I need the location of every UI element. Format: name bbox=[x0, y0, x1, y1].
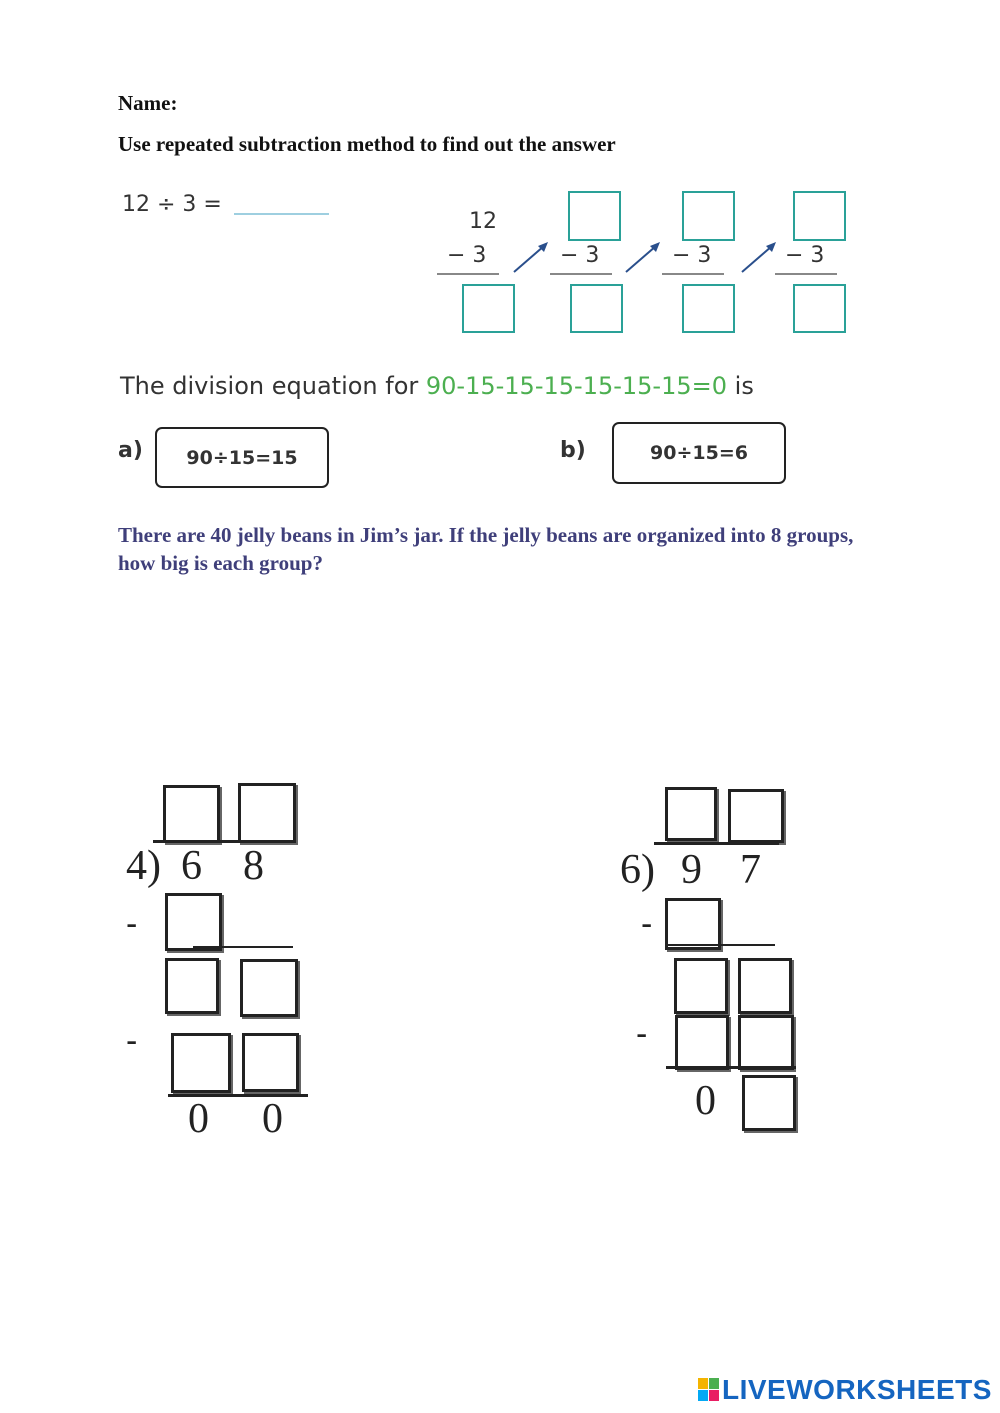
ld1-minus-2: - bbox=[126, 1022, 138, 1060]
ld2-quotient-box-1[interactable] bbox=[665, 787, 717, 841]
ld2-dividend-digit-1: 9 bbox=[681, 847, 702, 893]
ld1-subtract-box-1[interactable] bbox=[165, 893, 222, 951]
ld1-subtract-line-1 bbox=[193, 946, 293, 948]
ld2-subtract-line-1 bbox=[665, 944, 775, 946]
underline-1 bbox=[437, 273, 499, 275]
arrow-icon-2 bbox=[622, 240, 664, 276]
underline-4 bbox=[775, 273, 837, 275]
answer-box-bottom-3[interactable] bbox=[682, 284, 735, 333]
ld2-minus-2: - bbox=[636, 1015, 648, 1053]
ld1-division-bar bbox=[153, 840, 295, 843]
ld1-subtract-box-2[interactable] bbox=[171, 1033, 231, 1093]
question-suffix: is bbox=[727, 372, 754, 400]
ld2-quotient-box-2[interactable] bbox=[728, 789, 784, 843]
option-a-label: a) bbox=[118, 438, 143, 463]
liveworksheets-logo-text[interactable]: LIVEWORKSHEETS bbox=[722, 1374, 992, 1405]
ld2-divisor: 6) bbox=[620, 847, 655, 893]
ld1-dividend-digit-1: 6 bbox=[181, 843, 202, 889]
answer-box-top-3[interactable] bbox=[793, 191, 846, 241]
arrow-icon-1 bbox=[510, 240, 552, 276]
minus-three-3: − 3 bbox=[672, 243, 712, 268]
division-equation-question bbox=[120, 372, 754, 400]
start-value: 12 bbox=[469, 209, 497, 234]
name-label: Name: bbox=[118, 91, 178, 115]
ld2-subtract-box-1[interactable] bbox=[665, 898, 721, 950]
ld1-remainder-digit-1: 0 bbox=[188, 1096, 209, 1142]
ld1-subtract-box-3[interactable] bbox=[242, 1033, 299, 1092]
ld1-diff-box-2[interactable] bbox=[240, 959, 298, 1017]
equation-12-div-3: 12 ÷ 3 = bbox=[122, 192, 222, 217]
ld1-dividend-digit-2: 8 bbox=[243, 843, 264, 889]
minus-three-1: − 3 bbox=[447, 243, 487, 268]
ld1-minus-1: - bbox=[126, 905, 138, 943]
ld2-remainder-digit-1: 0 bbox=[695, 1078, 716, 1124]
option-b-button[interactable]: 90÷15=6 bbox=[612, 422, 786, 484]
answer-box-bottom-2[interactable] bbox=[570, 284, 623, 333]
answer-blank[interactable] bbox=[234, 213, 329, 215]
liveworksheets-logo-icon bbox=[698, 1378, 720, 1402]
answer-box-bottom-1[interactable] bbox=[462, 284, 515, 333]
ld1-quotient-box-2[interactable] bbox=[238, 783, 296, 843]
ld2-subtract-box-2[interactable] bbox=[675, 1015, 729, 1070]
question-prefix: The division equation for bbox=[120, 372, 426, 400]
ld2-dividend-digit-2: 7 bbox=[740, 847, 761, 893]
ld1-divisor: 4) bbox=[126, 843, 161, 889]
ld2-diff-box-1[interactable] bbox=[674, 958, 728, 1014]
ld2-subtract-line-2 bbox=[666, 1066, 796, 1069]
ld1-quotient-box-1[interactable] bbox=[163, 785, 220, 843]
question-expression: 90-15-15-15-15-15-15=0 bbox=[425, 372, 728, 400]
ld1-remainder-digit-2: 0 bbox=[262, 1096, 283, 1142]
underline-3 bbox=[662, 273, 724, 275]
answer-box-top-1[interactable] bbox=[568, 191, 621, 241]
answer-box-bottom-4[interactable] bbox=[793, 284, 846, 333]
minus-three-2: − 3 bbox=[560, 243, 600, 268]
underline-2 bbox=[550, 273, 612, 275]
ld2-diff-box-2[interactable] bbox=[738, 958, 792, 1014]
instruction-text: Use repeated subtraction method to find out the answer bbox=[118, 132, 616, 156]
ld1-diff-box-1[interactable] bbox=[165, 958, 219, 1014]
ld2-minus-1: - bbox=[641, 905, 653, 943]
answer-box-top-2[interactable] bbox=[682, 191, 735, 241]
ld2-subtract-box-3[interactable] bbox=[738, 1015, 794, 1070]
ld2-division-bar bbox=[654, 842, 779, 845]
word-problem: There are 40 jelly beans in Jim’s jar. If the jelly beans are organized into 8 groups, how big is each group? bbox=[118, 523, 854, 575]
arrow-icon-3 bbox=[738, 240, 780, 276]
ld2-remainder-box[interactable] bbox=[742, 1075, 796, 1131]
option-b-label: b) bbox=[560, 438, 586, 463]
option-a-button[interactable]: 90÷15=15 bbox=[155, 427, 329, 488]
minus-three-4: − 3 bbox=[785, 243, 825, 268]
